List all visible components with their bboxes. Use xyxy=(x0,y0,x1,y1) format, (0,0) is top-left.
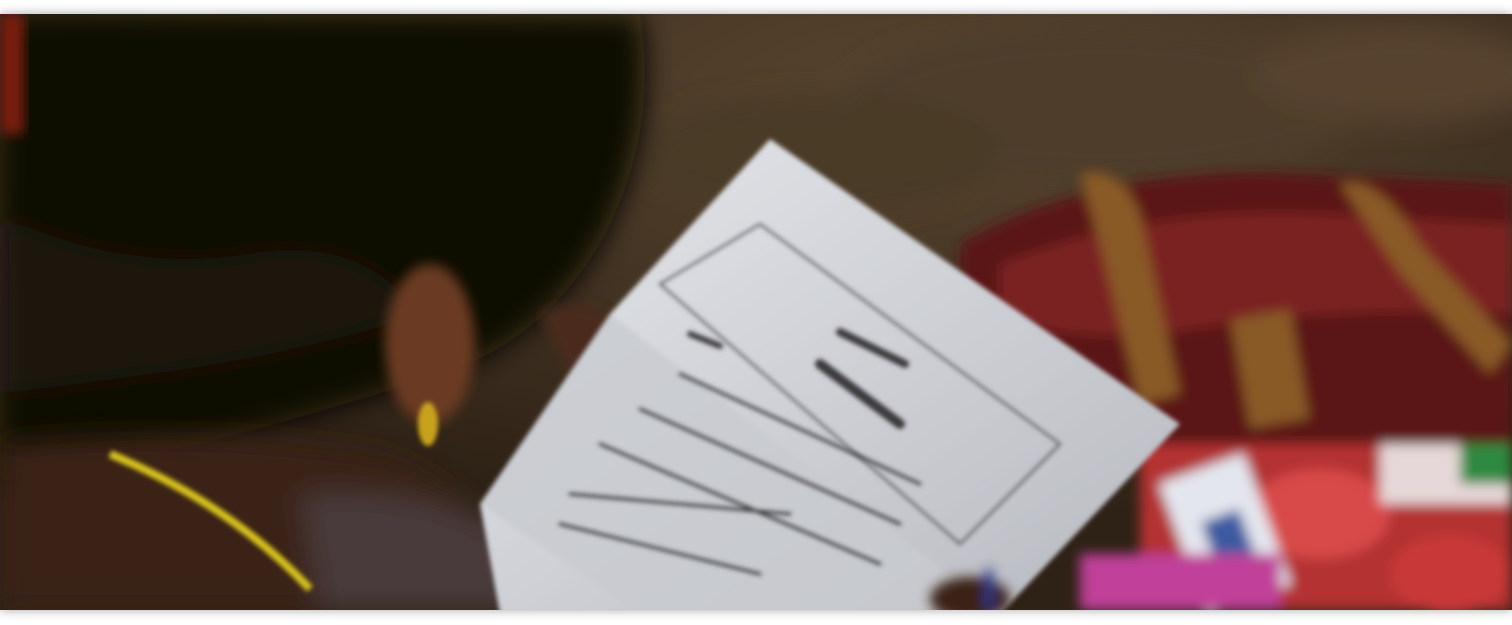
left-vignette xyxy=(0,14,24,134)
photo-frame xyxy=(0,14,1512,610)
reading-woman-photo xyxy=(0,14,1512,610)
woman-ear xyxy=(385,264,475,424)
earring xyxy=(418,402,438,446)
